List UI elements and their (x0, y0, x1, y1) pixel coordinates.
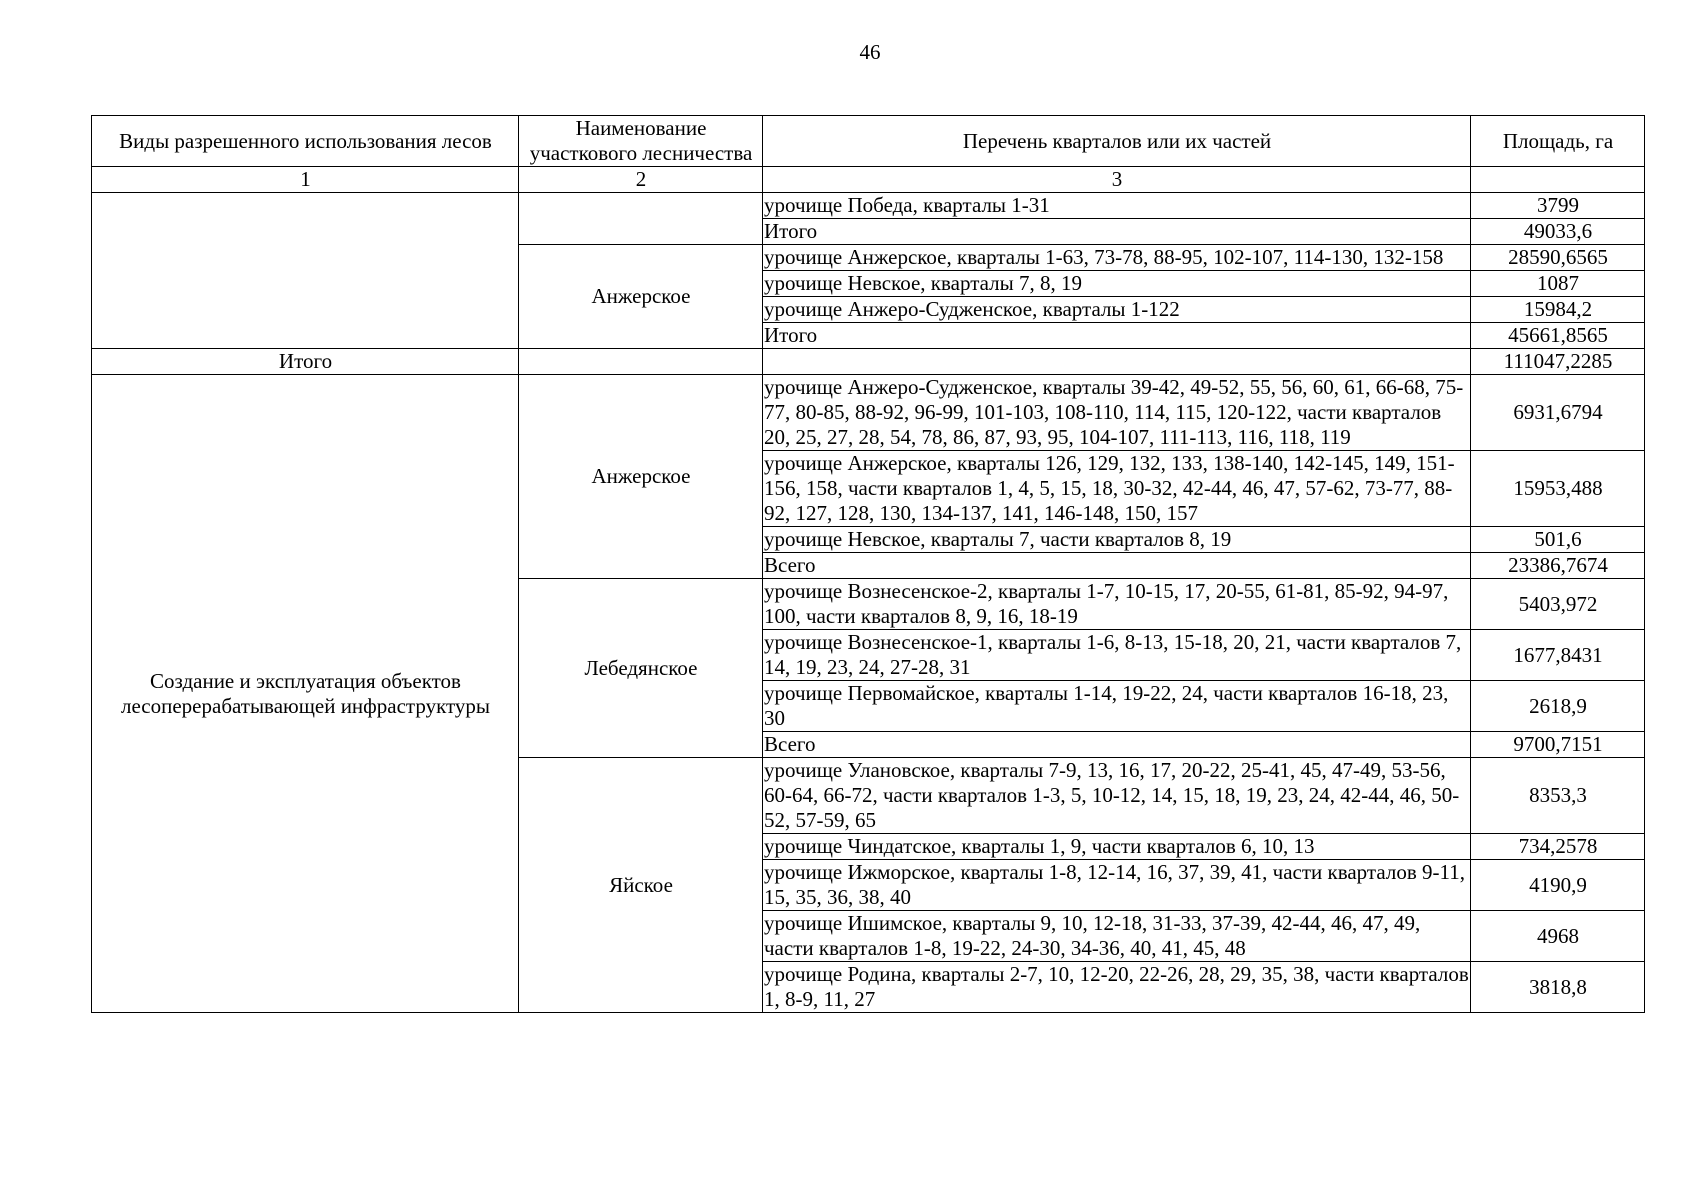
forestry-cell (519, 193, 763, 245)
area-cell: 5403,972 (1471, 579, 1645, 630)
header-area: Площадь, га (1471, 116, 1645, 167)
forestry-cell: Анжерское (519, 375, 763, 579)
quarters-cell: урочище Ишимское, кварталы 9, 10, 12-18, 31-33, 37-39, 42-44, 46, 47, 49, части кварталов 1-8, 19-22, 24-30, 34-36, 40, 41, 45, 48 (763, 911, 1471, 962)
area-cell: 4968 (1471, 911, 1645, 962)
column-number-row (92, 167, 1645, 193)
quarters-cell: урочище Невское, кварталы 7, 8, 19 (763, 271, 1471, 297)
area-cell: 9700,7151 (1471, 732, 1645, 758)
area-cell: 23386,7674 (1471, 553, 1645, 579)
header-quarters: Перечень кварталов или их частей (763, 116, 1471, 167)
header-forestry: Наименование участкового лесничества (519, 116, 763, 167)
quarters-cell: урочище Улановское, кварталы 7-9, 13, 16, 17, 20-22, 25-41, 45, 47-49, 53-56, 60-64, 66-72, части кварталов 1-3, 5, 10-12, 14, 15, 18, 19, 23, 24, 42-44, 46, 50-52, 57-59, 65 (763, 758, 1471, 834)
page-number: 46 (859, 40, 881, 64)
forestry-cell: Лебедянское (519, 579, 763, 758)
quarters-cell: урочище Анжеро-Судженское, кварталы 1-122 (763, 297, 1471, 323)
quarters-cell: урочище Победа, кварталы 1-31 (763, 193, 1471, 219)
header-use-type: Виды разрешенного использования лесов (92, 116, 519, 167)
forestry-cell: Яйское (519, 758, 763, 1013)
table-row (92, 193, 1645, 219)
quarters-cell: Всего (763, 553, 1471, 579)
use-type-cell (92, 193, 519, 349)
area-cell: 8353,3 (1471, 758, 1645, 834)
area-cell: 15984,2 (1471, 297, 1645, 323)
area-cell: 501,6 (1471, 527, 1645, 553)
area-cell: 49033,6 (1471, 219, 1645, 245)
forest-use-table (91, 115, 1645, 1013)
quarters-cell: урочище Вознесенское-2, кварталы 1-7, 10-15, 17, 20-55, 61-81, 85-92, 94-97, 100, части кварталов 8, 9, 16, 18-19 (763, 579, 1471, 630)
quarters-cell: Итого (763, 219, 1471, 245)
area-cell: 28590,6565 (1471, 245, 1645, 271)
forestry-cell (519, 349, 763, 375)
quarters-cell: урочище Анжеро-Судженское, кварталы 39-42, 49-52, 55, 56, 60, 61, 66-68, 75-77, 80-85, 88-92, 96-99, 101-103, 108-110, 114, 115, 120-122, части кварталов 20, 25, 27, 28, 54, 78, 86, 87, 93, 95, 104-107, 111-113, 116, 118, 119 (763, 375, 1471, 451)
column-number (1471, 167, 1645, 193)
area-cell: 6931,6794 (1471, 375, 1645, 451)
area-cell: 15953,488 (1471, 451, 1645, 527)
quarters-cell: Итого (763, 323, 1471, 349)
total-row (92, 349, 1645, 375)
area-cell: 4190,9 (1471, 860, 1645, 911)
total-area: 111047,2285 (1471, 349, 1645, 375)
use-type-cell: Создание и эксплуатация объектов лесоперерабатывающей инфраструктуры (92, 375, 519, 1013)
total-label: Итого (92, 349, 519, 375)
quarters-cell: урочище Анжерское, кварталы 126, 129, 132, 133, 138-140, 142-145, 149, 151-156, 158, части кварталов 1, 4, 5, 15, 18, 30-32, 42-44, 46, 47, 57-62, 73-77, 88-92, 127, 128, 130, 134-137, 141, 146-148, 150, 157 (763, 451, 1471, 527)
column-number: 1 (92, 167, 519, 193)
quarters-cell: урочище Вознесенское-1, кварталы 1-6, 8-13, 15-18, 20, 21, части кварталов 7, 14, 19, 23, 24, 27-28, 31 (763, 630, 1471, 681)
area-cell: 2618,9 (1471, 681, 1645, 732)
area-cell: 734,2578 (1471, 834, 1645, 860)
area-cell: 1677,8431 (1471, 630, 1645, 681)
table-row (92, 375, 1645, 451)
area-cell: 45661,8565 (1471, 323, 1645, 349)
forestry-cell: Анжерское (519, 245, 763, 349)
area-cell: 3818,8 (1471, 962, 1645, 1013)
quarters-cell: Всего (763, 732, 1471, 758)
quarters-cell: урочище Чиндатское, кварталы 1, 9, части кварталов 6, 10, 13 (763, 834, 1471, 860)
area-cell: 3799 (1471, 193, 1645, 219)
quarters-cell: урочище Ижморское, кварталы 1-8, 12-14, 16, 37, 39, 41, части кварталов 9-11, 15, 35, 36, 38, 40 (763, 860, 1471, 911)
area-cell: 1087 (1471, 271, 1645, 297)
quarters-cell: урочище Первомайское, кварталы 1-14, 19-22, 24, части кварталов 16-18, 23, 30 (763, 681, 1471, 732)
quarters-cell: урочище Родина, кварталы 2-7, 10, 12-20, 22-26, 28, 29, 35, 38, части кварталов 1, 8-9, 11, 27 (764, 962, 1469, 1011)
column-number: 3 (763, 167, 1471, 193)
quarters-cell: урочище Анжерское, кварталы 1-63, 73-78, 88-95, 102-107, 114-130, 132-158 (763, 245, 1471, 271)
column-number: 2 (519, 167, 763, 193)
header-row (92, 116, 1645, 167)
quarters-cell: урочище Невское, кварталы 7, части кварталов 8, 19 (763, 527, 1471, 553)
quarters-cell (763, 349, 1471, 375)
